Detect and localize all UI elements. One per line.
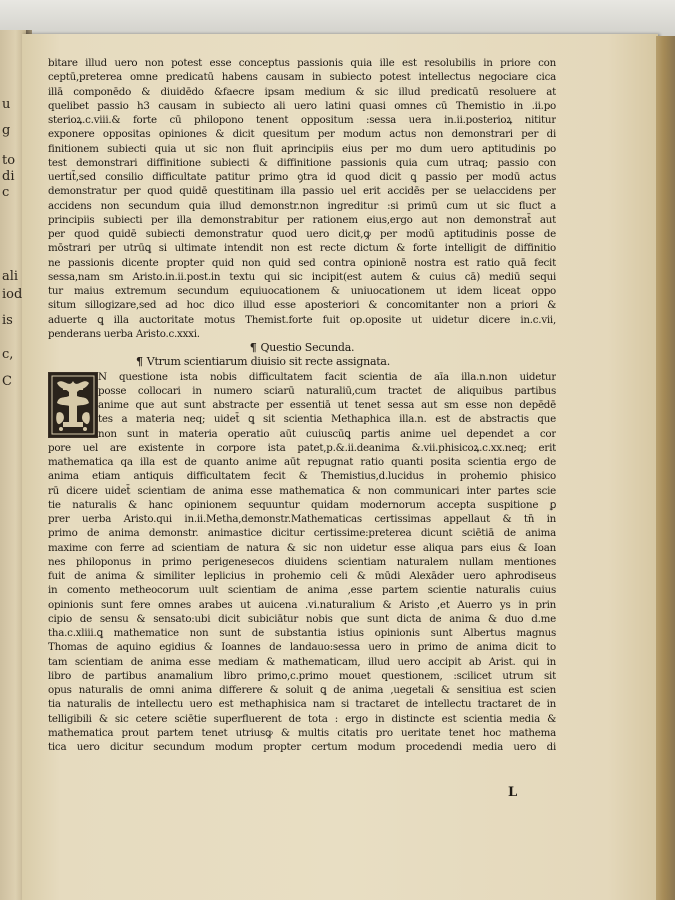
text-line: opinionis sunt fere omnes arabes ut auicena .vi.naturalium & Aristo ,et Auerro ys in prin [48,598,556,611]
facing-page-fragment: u [2,97,11,112]
text-line: sterioꝝ.c.viii.& forte cū philopono tenent oppositum :sessa uera in.ii.posterioꝝ nititur [48,114,556,126]
text-line: tur maius extremum secundum equiuocationem & uniuocationem ut idem liceat oppo [48,285,556,297]
pilcrow-icon: ¶ [249,341,257,354]
facing-page-fragment: iod [2,287,23,302]
text-line: situm sillogizare,sed ad hoc dico illud esse aposteriori & concomitanter non a priori & [48,299,556,312]
question-heading-text: Questio Secunda. [260,341,355,354]
text-line: sessa,nam sm Aristo.in.ii.post.in textu qui sic incipit(est autem & cuius cā) mediū sequi [48,270,556,283]
text-section-bottom [48,441,556,755]
ornamental-initial-i-icon [48,372,98,438]
text-line: illā componēdo & diuidēdo &faecre ipsam medium & sic illud predicatū resoluere at [48,85,556,98]
facing-page-fragment: ali [2,269,19,284]
text-line: maxime con ferre ad scientiam de natura & sic non uidetur esse aliqua pars eius & Ioan [48,541,556,554]
facing-page-fragment: c [2,185,10,200]
text-line: exponere oppositas opiniones & dicit quesitum per modum actus non demonstrari per di [48,128,556,141]
text-line: per quod quidē subiecti demonstratur quod uero dicit,ꝙ per modū aptitudinis posse de [48,228,556,240]
text-line: tha.c.xliii.ꝗ mathematice non sunt de substantia istius opinionis sunt Albertus magnus [48,627,556,639]
text-line: uertit̄,sed consilio difficultate patitur primo ꝯtra id quod dicit ꝗ passio per modū actus [48,171,556,183]
question-subheading-text: Vtrum scientiarum diuisio sit recte assignata. [146,355,390,369]
text-line: tia naturalis de intellectu uero est methaphisica nam si tractaret de intellectu tractaret de in [48,698,556,711]
text-line: nes philoponus in primo perigenesecos diuidens scientiam naturalem nullam mentiones [48,555,556,568]
text-line: non sunt in materia operatio aūt cuiuscūꝗ partis anime uel dependet a cor [98,427,556,440]
text-line: Thomas de aquino egidius & Ioannes de landauo:sessa uero in primo de anima dicit to [48,641,556,654]
text-line: test demonstrari diffinitione subiecti & diffinitione passionis quia cum utraq; passio con [48,156,556,169]
text-line: primo de anima demonstr. animastice dicitur certissime:preterea dicunt sciētiā de anima [48,527,556,540]
question-subheading [48,355,556,369]
pilcrow-icon: ¶ [136,355,143,369]
text-line: opus naturalis de omni anima differere & soluit ꝗ de anima ,uegetali & sensitiua est scien [48,684,556,696]
text-line: in comento metheocorum uult scientiam de anima ,esse partem scientie naturalis cuius [48,584,556,597]
text-line: telligibili & sic cetere sciētie superfluerent de tota : ergo in distincte est scientia media & [48,712,556,725]
text-line: ceptū,preterea omne predicatū habens causam in subiecto potest intellectus negociare cica [48,71,556,84]
text-line: cipio de sensu & sensato:ubi dicit subiciātur nobis que sunt dicta de anima & duo d.me [48,612,556,625]
text-line: aduerte ꝗ illa auctoritate motus Themist.forte fuit op.oposite ut uidetur dicere in.c.vii, [48,313,556,326]
text-line: ne passionis dicente propter quid non quid sed contra opinionē nostra est ratio quā fecit [48,256,556,269]
facing-page-fragment: C [2,374,12,389]
text-line: tie naturalis & hanc opinionem sequuntur quidam modernorum accepta suspitione ꝑ [48,498,556,511]
text-line: anima etiam antiquis difficultatem fecit & Themistius,d.lucidus in prohemio phisico [48,470,556,483]
text-line: N questione ista nobis difficultatem facit scientia de aīa illa.n.non uidetur [98,370,556,383]
text-line: mōstrari per utrūꝗ si ultimate intendit non est recte dictum & forte intelligit de diffinitio [48,242,556,255]
text-line: pore uel are existente in corpore ista patet,p.&.ii.deanima &.vii.phisicoꝝ.c.xx.neq; erit [48,441,556,454]
text-line: finitionem subiecti quia ut sic non fluit aprincipiis eius per mo dum uero aptitudinis po [48,142,556,155]
text-line: tes a materia neq; uidet̄ ꝗ sit scientia Methaphica illa.n. est de abstractis que [98,413,556,426]
text-line: tam scientiam de anima esse mediam & mathematicam, illud uero accipit ab Arist. qui in [48,655,556,668]
facing-page-fragment: is [2,313,13,328]
text-line: penderans uerba Aristo.c.xxxi. [48,327,200,340]
facing-page-fragment: to [2,153,16,168]
text-line: rū dicere uidet̄ scientiam de anima esse mathematica & non communicari inter partes scie [48,484,556,497]
text-line: mathematica qa illa est de quanto anime aūt repugnat ratio quanti posita scientia ergo de [48,456,556,468]
text-line: quelibet passio h3 causam in subiecto ali uero latini quasi omnes cū Themistio in .ii.po [48,99,556,112]
facing-page-fragment: di [2,169,15,184]
question-heading [48,341,556,355]
page-stack-edge [656,36,675,900]
text-line: libro de partibus anamalium libro primo,c.primo mouet questionem, :scilicet utrum sit [48,669,556,682]
text-line: mathematica prout partem tenet utriusꝙ & multis citatis pro ueritate tenet hoc mathema [48,726,556,739]
text-section-drop [48,370,556,441]
text-line: fuit de anima & similiter leplicius in prohemio celi & mūdi Alexāder uero aphrodiseus [48,570,556,582]
facing-page-fragment: c, [2,347,14,362]
text-section-top [48,56,556,341]
text-line: prer uerba Aristo.qui in.ii.Metha,demonstr.Mathematicas certissimas appellaut & tn̄ in [48,513,556,525]
text-line: tica uero dicitur secundum modum propter certum modum procedendi media uero di [48,741,556,753]
text-line: bitare illud uero non potest esse conceptus passionis quia ille est resolubilis in priore con [48,57,556,69]
text-line: accidens non secundum quia illud demonstr.non ingreditur :si primū cum ut sic fluct a [48,199,556,212]
text-line: demonstratur per quod quidē questitinam illa passio uel erit accidēs per se uelaccidens per [48,185,556,198]
text-line: posse collocari in numero sciarū naturaliū,cum tractet de aliquibus partibus [98,384,556,397]
background-top-strip [0,0,675,36]
facing-page-fragment: g [2,123,11,138]
signature-mark: L [508,785,518,800]
body-text [48,56,556,754]
text-line: anime que aut sunt abstracte per essentiā ut tenet sessa aut sm esse non depēdē [98,399,556,411]
text-line: principiis subiecti per illa demonstrabitur per rationem eius,ergo aut non demonstrat̄ aut [48,213,556,226]
